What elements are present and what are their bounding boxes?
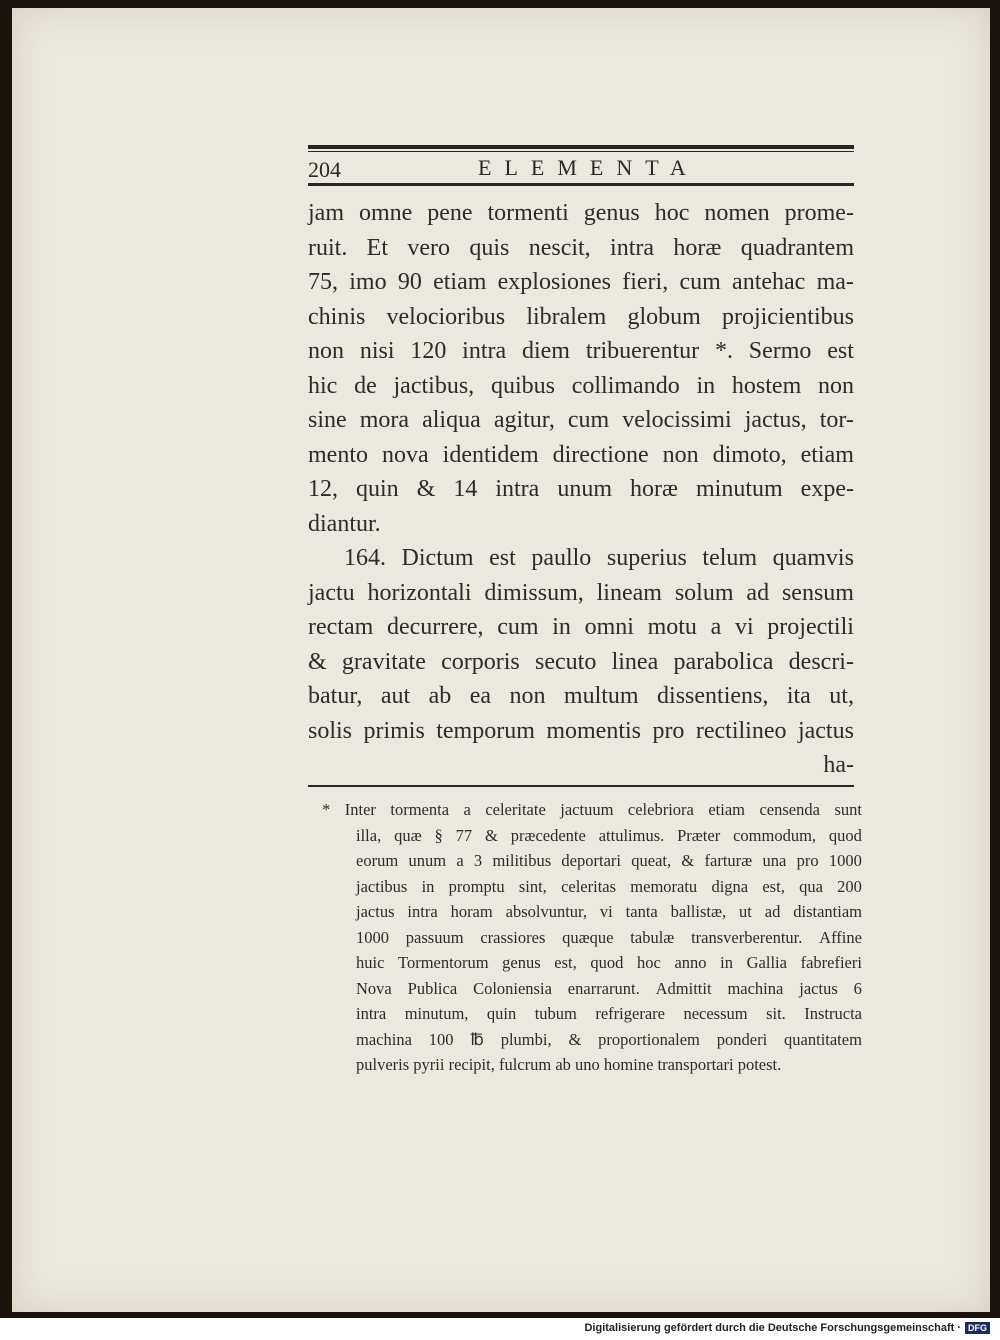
running-head: ELEMENTA <box>478 155 699 180</box>
footnote-line: * Inter tormenta a celeritate jactuum celebriora etiam censenda sunt <box>322 800 862 819</box>
credit-text: Digitalisierung gefördert durch die Deutsche Forschungsgemeinschaft · <box>584 1322 961 1334</box>
text-line: 12, quin & 14 intra unum horæ minutum expe- <box>308 476 854 502</box>
text-line: chinis velocioribus libralem globum projicientibus <box>308 303 854 330</box>
text-line: batur, aut ab ea non multum dissentiens, ita ut, <box>308 683 854 709</box>
footnote-line: pulveris pyrii recipit, fulcrum ab uno homine transportari potest. <box>356 1055 782 1074</box>
dfg-logo: DFG <box>965 1322 990 1334</box>
header-rule-bottom <box>308 183 854 186</box>
footnote-line: huic Tormentorum genus est, quod hoc anno in Gallia fabrefieri <box>356 953 862 972</box>
text-line: & gravitate corporis secuto linea parabolica descri- <box>308 648 854 675</box>
footnote-line: machina 100 ℔ plumbi, & proportionalem ponderi quantitatem <box>356 1029 862 1049</box>
text-line: sine mora aliqua agitur, cum velocissimi jactus, tor- <box>308 407 854 433</box>
text-line: 75, imo 90 etiam explosiones fieri, cum antehac ma- <box>308 269 854 295</box>
footnote-line: eorum unum a 3 militibus deportari queat, & farturæ una pro 1000 <box>356 851 862 870</box>
footnote-line: jactus intra horam absolvuntur, vi tanta ballistæ, ut ad distantiam <box>356 902 862 921</box>
footnote-rule <box>308 785 854 787</box>
catchword: ha- <box>823 752 854 778</box>
main-text <box>308 196 854 783</box>
text-line: solis primis temporum momentis pro rectilineo jactus <box>308 717 854 744</box>
footnote <box>322 797 862 1078</box>
text-line: jactu horizontali dimissum, lineam solum ad sensum <box>308 579 854 606</box>
page-number: 204 <box>308 157 341 182</box>
header-rule-top <box>308 145 854 149</box>
footnote-line: Nova Publica Coloniensia enarrarunt. Admittit machina jactus 6 <box>356 978 862 998</box>
text-line: diantur. <box>308 510 381 537</box>
text-line: mento nova identidem directione non dimoto, etiam <box>308 441 854 468</box>
header-rule-top-thin <box>308 151 854 152</box>
digitization-credit <box>584 1322 990 1334</box>
text-line: jam omne pene tormenti genus hoc nomen prome- <box>308 200 854 226</box>
text-line: rectam decurrere, cum in omni motu a vi projectili <box>308 614 854 640</box>
text-line: hic de jactibus, quibus collimando in hostem non <box>308 372 854 399</box>
footnote-line: illa, quæ § 77 & præcedente attulimus. Præter commodum, quod <box>356 825 862 845</box>
text-line: non nisi 120 intra diem tribuerentur *. Sermo est <box>308 338 854 364</box>
page-header <box>308 145 854 187</box>
footnote-line: intra minutum, quin tubum refrigerare necessum sit. Instructa <box>356 1004 862 1023</box>
paragraph-start-line: 164. Dictum est paullo superius telum quamvis <box>344 545 854 571</box>
footnote-line: 1000 passuum crassiores quæque tabulæ transverberentur. Affine <box>356 927 862 947</box>
footnote-line: jactibus in promptu sint, celeritas memoratu digna est, qua 200 <box>356 876 862 896</box>
text-line: ruit. Et vero quis nescit, intra horæ quadrantem <box>308 234 854 261</box>
